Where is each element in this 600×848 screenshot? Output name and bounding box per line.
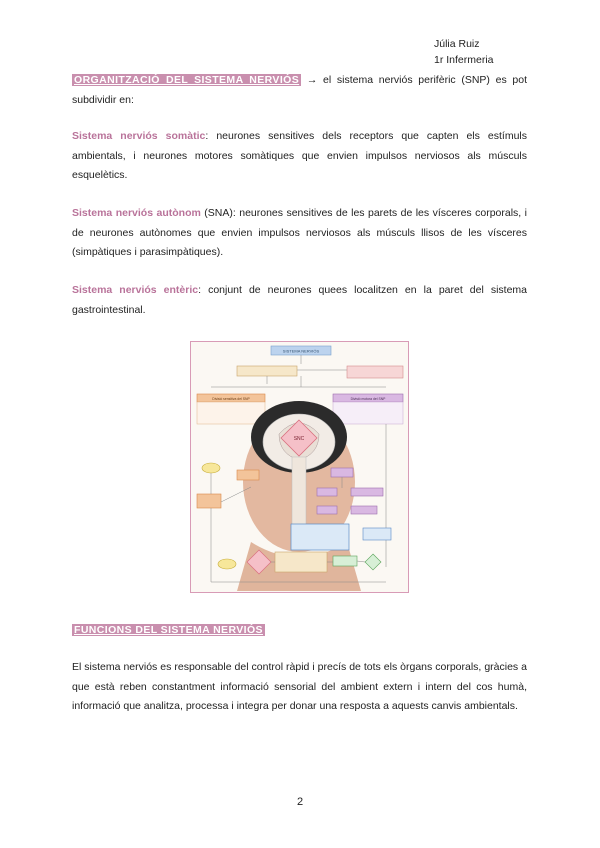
autonomic-text: (SNA): neurones sensitives de les parets de les vísceres corporals, i de neurones autònomes que envien impulsos nerviosos als músculs llisos de les vísceres (simpàtiques i parasimpàtiques). xyxy=(72,207,527,258)
somatic-term: Sistema nerviós somàtic xyxy=(72,130,206,142)
section-title-organitzacio: ORGANITZACIÓ DEL SISTEMA NERVIÓS xyxy=(74,74,300,86)
diagram-right-label: Divisió motora del SNP xyxy=(350,396,386,401)
section-title-funcions: FUNCIONS DEL SISTEMA NERVIÓS xyxy=(74,624,263,636)
somatic-text: : neurones sensitives dels receptors que capten els estímuls ambientals, i neurones motores somàtiques que envien impulsos nerviosos als músculs esquelètics. xyxy=(72,130,528,181)
enteric-term: Sistema nerviós entèric xyxy=(72,284,199,296)
intro-arrow: → xyxy=(306,74,318,86)
functions-heading xyxy=(72,621,527,641)
intro-text: el sistema nerviós perifèric (SNP) es pot subdividir en: xyxy=(72,74,527,106)
enteric-paragraph xyxy=(72,281,527,320)
autonomic-paragraph xyxy=(72,204,527,263)
intro-paragraph xyxy=(72,71,527,110)
author-block xyxy=(434,36,494,68)
somatic-paragraph xyxy=(72,127,527,186)
functions-paragraph xyxy=(72,658,527,717)
diagram-center-label: SNC xyxy=(293,436,305,442)
enteric-text: : conjunt de neurones quees localitzen en la paret del sistema gastrointestinal. xyxy=(72,284,528,316)
functions-text: El sistema nerviós es responsable del control ràpid i precís de tots els òrgans corporals, gràcies a que està reben constantment informació sensorial del ambient extern i intern del cos humà, informació que analitza, processa i integra per donar una resposta a aquests canvis ambientals. xyxy=(72,661,527,712)
author-name: Júlia Ruiz xyxy=(434,38,480,50)
author-course: 1r Infermeria xyxy=(434,54,494,66)
page-number: 2 xyxy=(296,796,304,808)
diagram-svg xyxy=(191,342,407,591)
nervous-system-diagram xyxy=(190,341,409,593)
autonomic-term: Sistema nerviós autònom xyxy=(72,207,201,219)
diagram-top-label: SISTEMA NERVIÓS xyxy=(282,348,320,354)
diagram-left-label: Divisió sensitiva del SNP xyxy=(212,396,250,401)
